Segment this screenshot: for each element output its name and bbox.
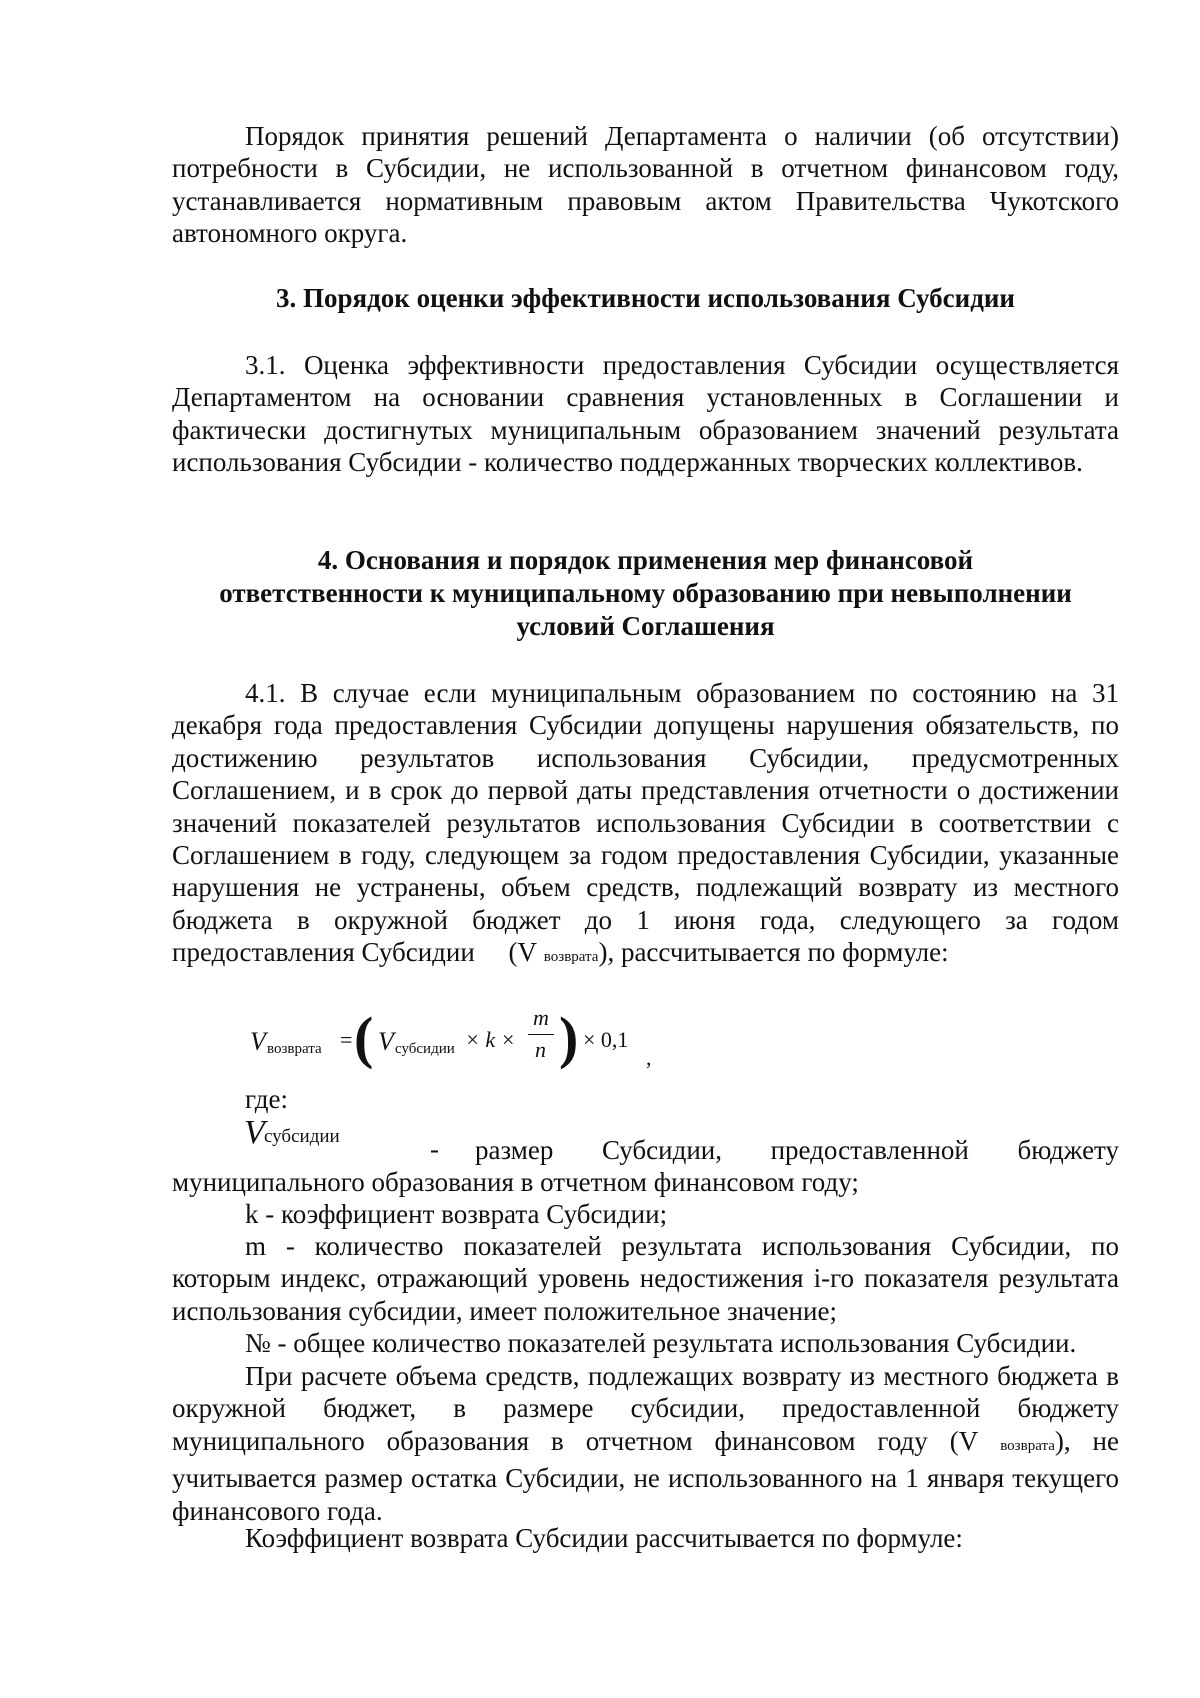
section-4-heading-line-1: 4. Основания и порядок применения мер финансовой (317, 545, 974, 575)
formula-numerator: m (533, 1005, 549, 1030)
formula-comma: , (646, 1045, 652, 1070)
formula-fraction-bar (528, 1034, 554, 1035)
v-return-subscript: возврата (543, 949, 599, 966)
calculation-v-subscript: возврата (1000, 1437, 1055, 1454)
v-return-symbol: (V (508, 937, 538, 968)
paragraph-4-1-text: 4.1. В случае если муниципальным образованием по состоянию на 31 декабря года предоставления Субсидии допущены нарушения обязательств, по достижению результатов использования Субсидии, предусмотренных Соглашением, и в срок до первой даты представления отчетности о достижении значений показателей результатов использования Субсидии в соответствии с Соглашением в году, следующем за годом предоставления Субсидии, указанные нарушения не устранены, объем средств, подлежащий возврату из местного бюджета в окружной бюджет до 1 июня года, следующего за годом предоставления Субсидии (172, 678, 1119, 968)
definition-k: k - коэффициент возврата Субсидии; (245, 1199, 668, 1229)
return-volume-formula (250, 1005, 670, 1080)
section-3-heading: 3. Порядок оценки эффективности использования Субсидии (276, 283, 1015, 313)
formula-lhs-subscript: возврата (267, 1041, 322, 1057)
paragraph-3-1: 3.1. Оценка эффективности предоставления Субсидии осуществляется Департаментом на основании сравнения установленных в Соглашении и фактически достигнутых муниципальным образованием значений результата использования Субсидии - количество поддержанных творческих коллективов. (172, 350, 1119, 478)
formula-right-paren: ) (559, 1005, 579, 1070)
section-4-heading-line-3: условий Соглашения (516, 611, 775, 641)
definition-m: m - количество показателей результата использования Субсидии, по которым индекс, отражающий уровень недостижения i-го показателя результата использования субсидии, имеет положительное значение; (172, 1231, 1119, 1326)
formula-times-k: × k × (465, 1027, 516, 1052)
section-4-heading-line-2: ответственности к муниципальному образованию при невыполнении (219, 578, 1072, 608)
definition-v-subscript: субсидии (264, 1126, 340, 1147)
paragraph-calculation-text: При расчете объема средств, подлежащих возврату из местного бюджета в окружной бюджет, в размере субсидии, предоставленной бюджету муниципального образования в отчетном финансовом году (V (172, 1361, 1119, 1456)
paragraph-calculation-tail: ), не учитывается размер остатка Субсидии, не использованного на 1 января текущего финансового года. (172, 1425, 1119, 1526)
where-label: где: (245, 1084, 288, 1114)
formula-equals: = (340, 1027, 353, 1052)
definition-v-subsidy-text: размер Субсидии, предоставленной бюджету муниципального образования в отчетном финансовом году; (172, 1135, 1119, 1198)
definition-v-symbol: V (244, 1114, 265, 1151)
paragraph-calculation (172, 1360, 1119, 1527)
formula-v-subsidy-subscript: субсидии (395, 1041, 455, 1057)
formula-left-paren: ( (354, 1005, 374, 1070)
paragraph-4-1-tail: ), рассчитывается по формуле: (598, 937, 949, 968)
formula-denominator: n (535, 1037, 546, 1062)
definition-dash: - (430, 1134, 439, 1164)
formula-times-coefficient: × 0,1 (583, 1027, 629, 1052)
formula-lhs-v: V (250, 1027, 266, 1056)
formula-v-subsidy: V (378, 1027, 394, 1056)
paragraph-coefficient: Коэффициент возврата Субсидии рассчитывается по формуле: (245, 1523, 963, 1553)
paragraph-4-1 (172, 677, 1119, 974)
definition-n: № - общее количество показателей результата использования Субсидии. (245, 1328, 1077, 1358)
paragraph-decision-procedure: Порядок принятия решений Департамента о наличии (об отсутствии) потребности в Субсидии, не использованной в отчетном финансовом году, устанавливается нормативным правовым актом Правительства Чукотского автономного округа. (172, 121, 1119, 249)
